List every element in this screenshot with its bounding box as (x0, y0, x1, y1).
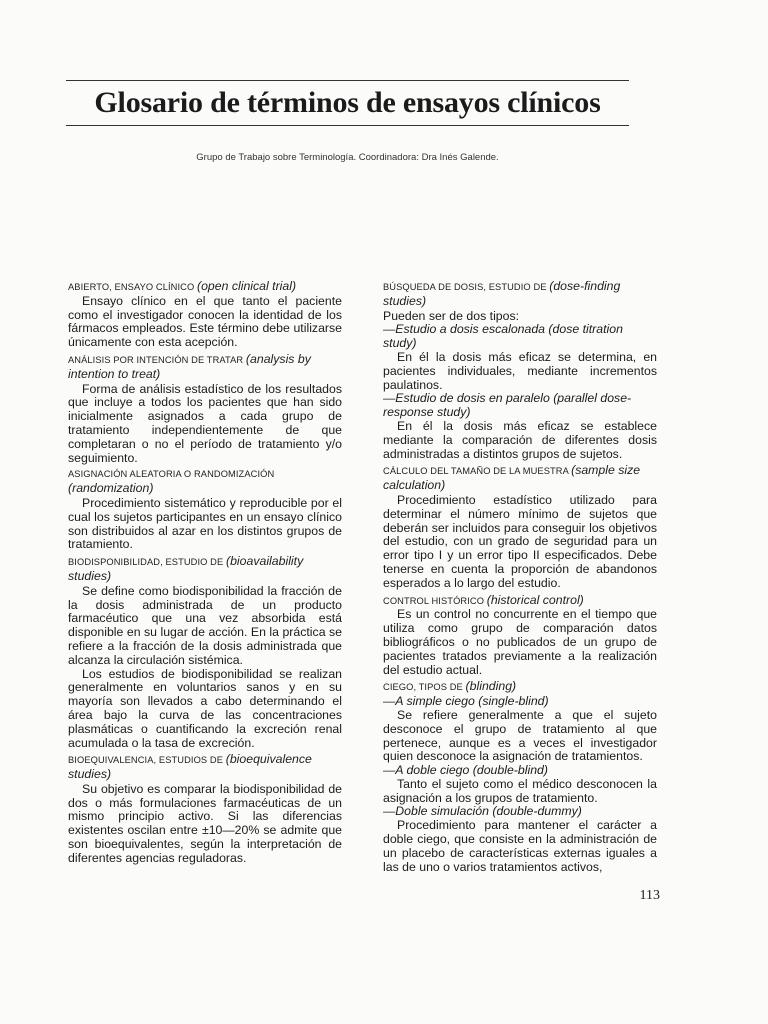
glossary-entry (68, 280, 342, 350)
term-english: (bioequivalence studies) (68, 752, 312, 782)
entry-subtype: —A doble ciego (double-blind) (383, 763, 548, 778)
entry-definition: Ensayo clínico en el que tanto el paciente como el investigador conocen la identidad de los fármacos empleados. Este término debe utilizarse únicamente con esta acepción. (68, 293, 342, 350)
entry-term (383, 680, 657, 695)
entry-subtype: —Estudio de dosis en paralelo (parallel dose-response study) (383, 391, 632, 420)
term-name: BIOEQUIVALENCIA, ESTUDIOS DE (68, 755, 224, 766)
entry-term (68, 555, 342, 585)
glossary-entry (68, 555, 342, 750)
term-english: (dose-finding studies) (383, 279, 621, 308)
entry-definition: Procedimiento para mantener el carácter a doble ciego, que consiste en la administración de un placebo de características externas iguales a las de uno o varios tratamientos activos, (383, 818, 657, 874)
term-english: (sample size calculation) (383, 463, 641, 493)
glossary-entry (68, 753, 342, 865)
entry-definition: Forma de análisis estadístico de los resultados que incluye a todos los pacientes que han sido inicialmente asignados a cada grupo de tratamiento independientemente de que completaran o no el período de tratamiento y/o seguimiento. (68, 381, 342, 465)
entry-definition: Procedimiento sistemático y reproducible por el cual los sujetos participantes en un ensayo clínico son distribuidos al azar en los distintos grupos de tratamiento. (68, 495, 342, 552)
entry-definition: En él la dosis más eficaz se establece mediante la comparación de diferentes dosis administradas a distintos grupos de sujetos. (383, 418, 657, 461)
glossary-entry (68, 353, 342, 465)
glossary-entry (383, 680, 657, 874)
term-name: BIODISPONIBILIDAD, ESTUDIO DE (68, 557, 224, 568)
term-name: ANÁLISIS POR INTENCIÓN DE TRATAR (68, 354, 244, 365)
term-english: (historical control) (486, 592, 584, 607)
top-rule (66, 80, 629, 81)
article-title: Glosario de términos de ensayos clínicos (94, 86, 601, 119)
term-name: CÁLCULO DEL TAMAÑO DE LA MUESTRA (383, 466, 569, 477)
entry-term (68, 468, 342, 497)
entry-definition: Tanto el sujeto como el médico desconocen la asignación a los grupos de tratamiento. (383, 776, 657, 805)
term-english: (blinding) (465, 679, 517, 694)
entry-subtype: —Doble simulación (double-dummy) (383, 804, 582, 819)
glossary-entry (383, 594, 657, 678)
left-column (68, 280, 342, 869)
term-english: (randomization) (68, 481, 154, 496)
entry-term (68, 753, 342, 783)
glossary-entry (383, 280, 657, 461)
entry-definition: En él la dosis más eficaz se determina, en pacientes individuales, mediante incrementos paulatinos. (383, 349, 657, 392)
glossary-entry (383, 464, 657, 590)
entry-term (383, 464, 657, 494)
term-name: ASIGNACIÓN ALEATORIA O RANDOMIZACIÓN (68, 469, 275, 480)
bottom-rule (66, 125, 629, 126)
entry-definition: Los estudios de biodisponibilidad se realizan generalmente en voluntarios sanos y en su mayoría son llevados a cabo determinando el área bajo la curva de las concentraciones plasmáticas o cuantificando la excreción renal acumulada o la tasa de excreción. (68, 666, 342, 750)
term-name: CONTROL HISTÓRICO (383, 595, 485, 606)
entry-definition: Es un control no concurrente en el tiempo que utiliza como grupo de comparación datos bibliográficos o no publicados de un grupo de pacientes tratados previamente a la realización del estudio actual. (383, 607, 657, 677)
entry-definition: Se define como biodisponibilidad la fracción de la dosis administrada de un producto farmacéutico que una vez absorbida está disponible en su lugar de acción. En la práctica se refiere a la fracción de la dosis administrada que alcanza la circulación sistémica. (68, 583, 342, 667)
entry-intro: Pueden ser de dos tipos: (383, 308, 520, 323)
entry-term (68, 280, 342, 295)
entry-term (383, 594, 657, 609)
entry-subtype: —Estudio a dosis escalonada (dose titration study) (383, 322, 623, 351)
page-number: 113 (639, 888, 660, 903)
entry-term (68, 353, 342, 383)
term-english: (open clinical trial) (196, 279, 297, 293)
entry-definition: Su objetivo es comparar la biodisponibilidad de dos o más formulaciones farmacéuticas de un mismo principio activo. Si las diferencias existentes oscilan entre ±10—20% se admite que son bioequivalentes, según la interpretación de diferentes agencias reguladoras. (68, 781, 342, 865)
subtitle: Grupo de Trabajo sobre Terminología. Coordinadora: Dra Inés Galende. (196, 152, 499, 163)
term-name: BÚSQUEDA DE DOSIS, ESTUDIO DE (383, 282, 547, 292)
term-name: ABIERTO, ENSAYO CLÍNICO (68, 282, 195, 292)
entry-term (383, 280, 657, 310)
right-column (383, 280, 657, 877)
term-name: CIEGO, TIPOS DE (383, 682, 463, 693)
glossary-entry (68, 468, 342, 552)
entry-subtype: —A simple ciego (single-blind) (383, 694, 549, 709)
entry-definition: Procedimiento estadístico utilizado para determinar el número mínimo de sujetos que deberán ser incluidos para conseguir los objetivos del estudio, con un grado de seguridad para un error tipo I y un error tipo II especificados. Debe tenerse en cuenta la proporción de abandonos esperados a lo largo del estudio. (383, 492, 657, 590)
term-english: (bioavailability studies) (68, 554, 304, 583)
term-english: (analysis by intention to treat) (68, 351, 311, 381)
entry-definition: Se refiere generalmente a que el sujeto desconoce el grupo de tratamiento al que pertenece, aunque es a veces el investigador quien desconoce la asignación de tratamientos. (383, 707, 657, 764)
